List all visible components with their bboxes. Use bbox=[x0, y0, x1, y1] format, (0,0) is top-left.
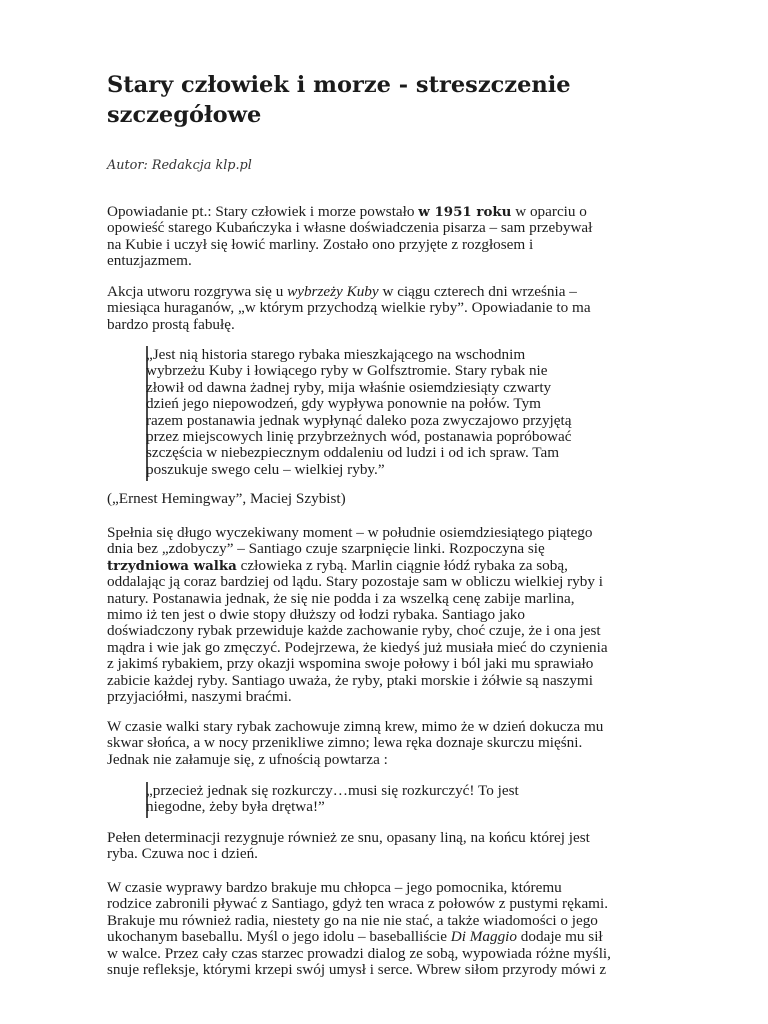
paragraph-determination bbox=[107, 830, 667, 863]
paragraph-intro bbox=[107, 204, 667, 270]
text-line bbox=[107, 284, 667, 300]
title-line: Stary człowiek i morze - streszczenie bbox=[107, 72, 571, 98]
text-line: ryba. Czuwa noc i dzień. bbox=[107, 845, 258, 863]
page-title bbox=[107, 70, 667, 130]
text-line: bardzo prostą fabułę. bbox=[107, 315, 235, 333]
text-line: mądra i wie jak go zmęczyć. Podejrzewa, że kiedyś już musiała mieć do czynienia bbox=[107, 638, 608, 656]
text-line: zabicie każdej ryby. Santiago uważa, że ryby, ptaki morskie i żółwie są naszymi bbox=[107, 671, 593, 689]
title-line: szczegółowe bbox=[107, 102, 262, 128]
text-segment: Opowiadanie pt.: Stary człowiek i morze powstało bbox=[107, 203, 419, 220]
italic-name: Di Maggio bbox=[450, 928, 517, 946]
quote-line: razem postanawia jednak wypłynąć daleko poza zwyczajowo przyjętą bbox=[146, 411, 572, 429]
author-byline: Autor: Redakcja klp.pl bbox=[107, 158, 252, 173]
text-segment: w oparciu o bbox=[511, 203, 587, 220]
quote-line: szczęścia w niebezpiecznym oddaleniu od ludzi i od ich spraw. Tam bbox=[146, 444, 560, 462]
text-line: opowieść starego Kubańczyka i własne doświadczenia pisarza – sam przebywał bbox=[107, 219, 593, 237]
blockquote-2 bbox=[146, 783, 646, 816]
text-line: z jakimś rybakiem, przy okazji wspomina swoje połowy i ból jaki mu sprawiało bbox=[107, 655, 594, 673]
text-line: oddalając ją coraz bardziej od lądu. Stary pozostaje sam w obliczu wielkiej ryby i bbox=[107, 573, 603, 591]
text-line: Pełen determinacji rezygnuje również ze snu, opasany liną, na końcu której jest bbox=[107, 829, 590, 846]
text-line: Brakuje mu również radia, niestety go na nie nie stać, a także wiadomości o jego bbox=[107, 911, 598, 929]
text-line: natury. Postanawia jednak, że się nie podda i za wszelką cenę zabije marlina, bbox=[107, 589, 575, 607]
text-segment: w ciągu czterech dni września – bbox=[378, 283, 577, 300]
text-line: Spełnia się długo wyczekiwany moment – w południe osiemdziesiątego piątego bbox=[107, 524, 593, 541]
text-segment: dodaje mu sił bbox=[517, 928, 603, 946]
quote-line: niegodne, żeby była drętwa!” bbox=[146, 798, 325, 816]
text-line bbox=[107, 204, 667, 220]
text-line: W czasie wyprawy bardzo brakuje mu chłopca – jego pomocnika, któremu bbox=[107, 879, 562, 896]
quote-line: poszukuje swego celu – wielkiej ryby.” bbox=[146, 460, 385, 478]
quote-line: wybrzeżu Kuby i łowiącego ryby w Golfsztromie. Stary rybak nie bbox=[146, 362, 548, 380]
text-line: Jednak nie załamuje się, z ufnością powtarza : bbox=[107, 750, 388, 768]
text-line: entuzjazmem. bbox=[107, 252, 192, 270]
paragraph-setting bbox=[107, 284, 667, 333]
text-line: W czasie walki stary rybak zachowuje zimną krew, mimo że w dzień dokucza mu bbox=[107, 718, 604, 735]
text-line: miesiąca huraganów, „w którym przychodzą wielkie ryby”. Opowiadanie to ma bbox=[107, 299, 591, 317]
text-segment: ukochanym baseballu. Myśl o jego idolu – baseballiście bbox=[107, 928, 451, 946]
citation: („Ernest Hemingway”, Maciej Szybist) bbox=[107, 490, 346, 507]
text-line bbox=[107, 558, 667, 574]
text-line: w walce. Przez cały czas starzec prowadzi dialog ze sobą, wypowiada różne myśli, bbox=[107, 944, 611, 962]
italic-place: wybrzeży Kuby bbox=[287, 283, 379, 300]
text-segment: Akcja utworu rozgrywa się u bbox=[107, 283, 288, 300]
text-line: skwar słońca, a w nocy przenikliwe zimno; lewa ręka doznaje skurczu mięśni. bbox=[107, 734, 583, 752]
text-line: snuje refleksje, którymi krzepi swój umysł i serce. Wbrew siłom przyrody mówi z bbox=[107, 961, 607, 979]
bold-year: w 1951 roku bbox=[418, 204, 512, 220]
paragraph-fight bbox=[107, 525, 667, 705]
text-line: rodzice zabronili pływać z Santiago, gdyż ten wraca z połowów z pustymi rękami. bbox=[107, 895, 609, 913]
quote-line: przez miejscowych linię przybrzeżnych wód, postanawia popróbować bbox=[146, 428, 572, 446]
paragraph-struggle bbox=[107, 719, 667, 768]
quote-line: dzień jego niepowodzeń, gdy wypływa ponownie na połów. Tym bbox=[146, 395, 541, 413]
quote-line: „przecież jednak się rozkurczy…musi się rozkurczyć! To jest bbox=[146, 782, 519, 799]
text-line: doświadczony rybak przewiduje każde zachowanie ryby, choć czuje, że i ona jest bbox=[107, 622, 601, 640]
text-line: na Kubie i uczył się łowić marliny. Zostało ono przyjęte z rozgłosem i bbox=[107, 235, 534, 253]
text-line bbox=[107, 929, 667, 945]
paragraph-longing bbox=[107, 880, 667, 978]
text-segment: człowieka z rybą. Marlin ciągnie łódź rybaka za sobą, bbox=[236, 556, 568, 574]
blockquote-1 bbox=[146, 347, 646, 478]
bold-phrase: trzydniowa walka bbox=[107, 557, 237, 574]
text-line: dnia bez „zdobyczy” – Santiago czuje szarpnięcie linki. Rozpoczyna się bbox=[107, 540, 545, 558]
text-line: przyjaciółmi, naszymi braćmi. bbox=[107, 688, 292, 706]
text-line: mimo iż ten jest o dwie stopy dłuższy od łodzi rybaka. Santiago jako bbox=[107, 606, 525, 624]
quote-line: „Jest nią historia starego rybaka mieszkającego na wschodnim bbox=[146, 346, 526, 363]
quote-line: złowił od dawna żadnej ryby, mija właśnie osiemdziesiąty czwarty bbox=[146, 378, 552, 396]
